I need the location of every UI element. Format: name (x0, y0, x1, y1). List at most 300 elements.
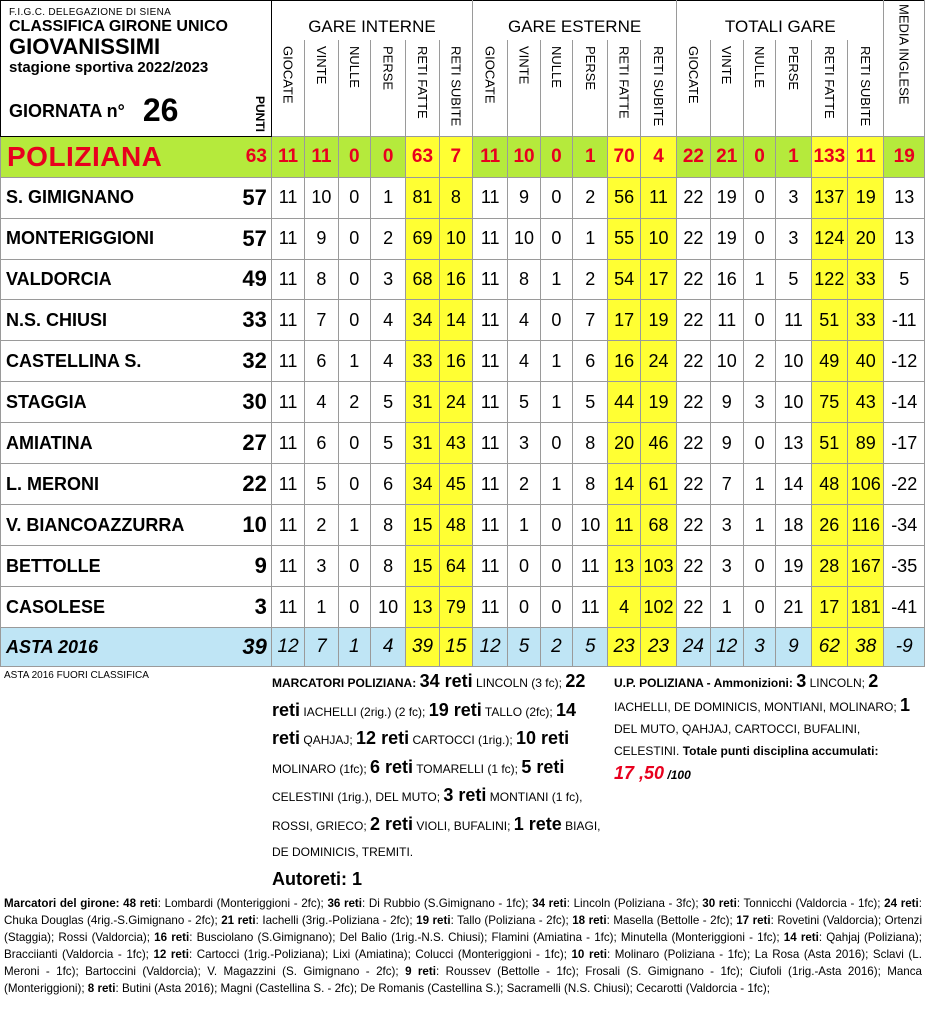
total-stat-cell: 21 (710, 136, 743, 177)
total-stat-cell: 38 (848, 628, 884, 667)
external-stat-cell: 19 (640, 300, 676, 341)
standings-row (1, 177, 925, 218)
internal-stat-cell: 15 (439, 628, 472, 667)
internal-stat-cell: 7 (305, 300, 338, 341)
internal-stat-cell: 79 (439, 587, 472, 628)
internal-stat-cell: 1 (338, 628, 370, 667)
internal-stat-cell: 7 (305, 628, 338, 667)
team-points: 3 (230, 587, 271, 628)
internal-stat-cell: 10 (370, 587, 405, 628)
team-points: 27 (230, 423, 271, 464)
team-name: POLIZIANA (1, 136, 230, 177)
total-stat-cell: 12 (710, 628, 743, 667)
internal-stat-cell: 68 (406, 259, 439, 300)
media-inglese-cell: -35 (884, 546, 925, 587)
internal-stat-cell: 69 (406, 218, 439, 259)
girone-goal-count: 8 reti (87, 982, 116, 995)
internal-stat-cell: 16 (439, 259, 472, 300)
total-stat-cell: 10 (776, 341, 811, 382)
total-stat-cell: 11 (710, 300, 743, 341)
total-stat-cell: 22 (677, 259, 710, 300)
external-stat-cell: 11 (473, 505, 508, 546)
group-header-interne: GARE INTERNE (271, 1, 472, 41)
total-stat-cell: 33 (848, 300, 884, 341)
girone-goal-count: 16 reti (154, 931, 190, 944)
total-stat-cell: 181 (848, 587, 884, 628)
external-stat-cell: 11 (473, 382, 508, 423)
internal-stat-cell: 15 (406, 505, 439, 546)
internal-stat-cell: 11 (271, 505, 304, 546)
external-stat-cell: 17 (640, 259, 676, 300)
external-stat-cell: 16 (608, 341, 640, 382)
internal-stat-cell: 8 (370, 505, 405, 546)
media-inglese-cell: -11 (884, 300, 925, 341)
external-stat-cell: 4 (608, 587, 640, 628)
internal-stat-cell: 0 (338, 136, 370, 177)
stat-label: GIOCATE (685, 45, 701, 104)
external-stat-cell: 0 (540, 218, 572, 259)
internal-stat-cell: 0 (370, 136, 405, 177)
footnote: ASTA 2016 FUORI CLASSIFICA (4, 670, 149, 681)
stat-header (370, 40, 405, 136)
external-stat-cell: 4 (508, 341, 540, 382)
internal-stat-cell: 11 (271, 464, 304, 505)
total-stat-cell: 11 (776, 300, 811, 341)
girone-scorers: Busciolano (S.Gimignano); Del Balio (1rig.-N.S. Chiusi); Flamini (Amiatina - 1fc); Minutella (Monteriggioni - 1fc); (196, 931, 780, 944)
warning-count: 3 (796, 671, 807, 691)
total-stat-cell: 133 (811, 136, 847, 177)
external-stat-cell: 5 (573, 628, 608, 667)
disciplina-score: 17 ,50 (614, 763, 665, 783)
group-header-totali: TOTALI GARE (677, 1, 884, 41)
standings-row (1, 300, 925, 341)
stat-label: PERSE (380, 45, 396, 90)
stat-label: GIOCATE (280, 45, 296, 104)
external-stat-cell: 11 (473, 177, 508, 218)
scorer-names: CARTOCCI (1rig.); (412, 733, 513, 747)
goal-count: 22 reti (272, 671, 586, 720)
disciplina-poliziana (614, 670, 922, 786)
girone-scorers: Lombardi (Monteriggioni - 2fc); (164, 897, 324, 910)
total-stat-cell: 0 (743, 300, 775, 341)
external-stat-cell: 0 (540, 546, 572, 587)
stat-header (473, 40, 508, 136)
internal-stat-cell: 11 (271, 423, 304, 464)
stat-header (338, 40, 370, 136)
marcatori-poliziana (272, 668, 602, 894)
internal-stat-cell: 0 (338, 177, 370, 218)
internal-stat-cell: 8 (305, 259, 338, 300)
media-inglese-cell: -34 (884, 505, 925, 546)
marcatori-title: MARCATORI POLIZIANA: (272, 676, 417, 690)
external-stat-cell: 24 (640, 341, 676, 382)
total-stat-cell: 3 (776, 177, 811, 218)
external-stat-cell: 70 (608, 136, 640, 177)
internal-stat-cell: 1 (338, 341, 370, 382)
total-stat-cell: 24 (677, 628, 710, 667)
internal-stat-cell: 5 (370, 423, 405, 464)
girone-scorers: Tallo (Poliziana - 2fc); (457, 914, 569, 927)
team-name: ASTA 2016 (1, 628, 230, 667)
external-stat-cell: 11 (473, 259, 508, 300)
internal-stat-cell: 15 (406, 546, 439, 587)
internal-stat-cell: 9 (305, 218, 338, 259)
goal-count: 5 reti (521, 756, 565, 777)
internal-stat-cell: 8 (370, 546, 405, 587)
warned-players: LINCOLN; (809, 676, 865, 690)
total-stat-cell: 89 (848, 423, 884, 464)
external-stat-cell: 55 (608, 218, 640, 259)
stat-header (640, 40, 676, 136)
goal-count: 3 reti (443, 785, 487, 805)
team-name: N.S. CHIUSI (1, 300, 230, 341)
scorer-names: IACHELLI (2rig.) (2 fc); (303, 704, 426, 719)
total-stat-cell: 0 (743, 587, 775, 628)
internal-stat-cell: 31 (406, 423, 439, 464)
team-points: 22 (230, 464, 271, 505)
total-stat-cell: 22 (677, 587, 710, 628)
total-stat-cell: 22 (677, 423, 710, 464)
team-points: 30 (230, 382, 271, 423)
internal-stat-cell: 0 (338, 300, 370, 341)
external-stat-cell: 0 (540, 300, 572, 341)
stat-label: NULLE (548, 45, 564, 88)
total-stat-cell: 22 (677, 382, 710, 423)
external-stat-cell: 8 (573, 464, 608, 505)
girone-goal-count: 18 reti (572, 914, 607, 927)
stat-header (573, 40, 608, 136)
total-stat-cell: 22 (677, 177, 710, 218)
girone-scorers: Lincoln (Poliziana - 3fc); (573, 897, 699, 910)
internal-stat-cell: 2 (370, 218, 405, 259)
marcatori-girone: Marcatori del girone: 48 reti: Lombardi (Monteriggioni - 2fc); 36 reti: Di Rubbio (S.Gimignano - 1fc); 34 reti: Lincoln (Poliziana - 3fc); 30 reti: Tonnicchi (Valdorcia - 1fc); 24 reti: Chuka Douglas (4rig.-S.Gimignano - 2fc); 21 reti: Iachelli (3rig.-Poliziana - 2fc); 19 reti: Tallo (Poliziana - 2fc); 18 reti: Masella (Bettolle - 2fc); 17 reti: Rovetini (Valdorcia); Ortenzi (Staggia); Rossi (Valdorcia); 16 reti: Busciolano (S.Gimignano); Del Balio (1rig.-N.S. Chiusi); Flamini (Amiatina - 1fc); Minutella (Monteriggioni - 1fc); 14 reti: Qahjaj (Poliziana); Bracciianti (Valdorcia - 1fc); 12 reti: Cartocci (1rig.-Poliziana); Lixi (Amiatina); Colucci (Monteriggioni - 1fc); 10 reti: Molinaro (Poliziana - 1fc); La Rosa (Asta 2016); Sclavi (L. Meroni - 1fc); Bartoccini (Valdorcia); V. Magazzini (S. Gimignano - 2fc); 9 reti: Roussev (Bettolle - 1fc); Frosali (S. Gimignano - 1fc); Ciufoli (1rig.-Asta 2016); Manca (Monteriggioni); 8 reti: Butini (Asta 2016); Magni (Castellina S. - 2fc); De Romanis (Castellina S.); Sacramelli (N.S. Chiusi); Cecarotti (Valdorcia - 1fc); (4, 897, 923, 995)
media-inglese-cell: -12 (884, 341, 925, 382)
external-stat-cell: 5 (573, 382, 608, 423)
girone-goal-count: 34 reti (532, 897, 567, 910)
stat-label: RETI FATTE (821, 45, 837, 119)
team-name: V. BIANCOAZZURRA (1, 505, 230, 546)
internal-stat-cell: 2 (338, 382, 370, 423)
total-stat-cell: 3 (743, 628, 775, 667)
external-stat-cell: 10 (508, 218, 540, 259)
external-stat-cell: 56 (608, 177, 640, 218)
total-stat-cell: 9 (710, 382, 743, 423)
external-stat-cell: 11 (473, 423, 508, 464)
scorer-names: MONTIANI (1 fc), ROSSI, GRIECO; (272, 790, 583, 833)
external-stat-cell: 20 (608, 423, 640, 464)
total-stat-cell: 40 (848, 341, 884, 382)
internal-stat-cell: 81 (406, 177, 439, 218)
total-stat-cell: 16 (710, 259, 743, 300)
stat-header (508, 40, 540, 136)
internal-stat-cell: 11 (271, 382, 304, 423)
season-label: stagione sportiva 2022/2023 (9, 59, 209, 76)
total-stat-cell: 26 (811, 505, 847, 546)
standings-row (1, 546, 925, 587)
standings-row (1, 382, 925, 423)
internal-stat-cell: 10 (305, 177, 338, 218)
girone-goal-count: 12 reti (153, 948, 189, 961)
stat-header (271, 40, 304, 136)
external-stat-cell: 4 (508, 300, 540, 341)
stat-label: RETI SUBITE (448, 45, 464, 127)
internal-stat-cell: 1 (305, 587, 338, 628)
total-stat-cell: 2 (743, 341, 775, 382)
internal-stat-cell: 10 (439, 218, 472, 259)
standings-row (1, 136, 925, 177)
team-points: 32 (230, 341, 271, 382)
internal-stat-cell: 6 (305, 341, 338, 382)
internal-stat-cell: 13 (406, 587, 439, 628)
girone-goal-count: 30 reti (702, 897, 737, 910)
stat-header (439, 40, 472, 136)
external-stat-cell: 10 (508, 136, 540, 177)
scorer-names: TOMARELLI (1 fc); (416, 761, 518, 776)
external-stat-cell: 14 (608, 464, 640, 505)
team-name: MONTERIGGIONI (1, 218, 230, 259)
internal-stat-cell: 31 (406, 382, 439, 423)
external-stat-cell: 8 (573, 423, 608, 464)
internal-stat-cell: 64 (439, 546, 472, 587)
internal-stat-cell: 11 (305, 136, 338, 177)
goal-count: 12 reti (356, 728, 410, 748)
standings-row (1, 628, 925, 667)
media-inglese-cell: 13 (884, 218, 925, 259)
girone-scorers: Chuka Douglas (4rig.-S.Gimignano - 2fc); (4, 914, 218, 927)
disciplina-denominator: /100 (667, 768, 691, 782)
internal-stat-cell: 6 (305, 423, 338, 464)
disciplina-title: U.P. POLIZIANA - Ammonizioni: (614, 676, 793, 690)
external-stat-cell: 2 (573, 259, 608, 300)
girone-goal-count: 48 reti (123, 897, 158, 910)
team-points: 63 (230, 136, 271, 177)
total-stat-cell: 19 (710, 218, 743, 259)
internal-stat-cell: 16 (439, 341, 472, 382)
stat-header (608, 40, 640, 136)
standings-row (1, 587, 925, 628)
classifica-label: CLASSIFICA GIRONE UNICO (9, 18, 228, 35)
external-stat-cell: 3 (508, 423, 540, 464)
media-inglese-cell: -9 (884, 628, 925, 667)
girone-scorers: Cartocci (1rig.-Poliziana); Lixi (Amiatina); Colucci (Monteriggioni - 1fc); (196, 948, 567, 961)
team-points: 49 (230, 259, 271, 300)
total-stat-cell: 0 (743, 218, 775, 259)
internal-stat-cell: 11 (271, 218, 304, 259)
total-stat-cell: 22 (677, 136, 710, 177)
girone-scorers: Molinaro (Poliziana - 1fc); La Rosa (Asta 2016); Sclavi (L. Meroni - 1fc); Bartoccini (Valdorcia); V. Magazzini (S. Gimignano - 2fc); (4, 948, 922, 978)
total-stat-cell: 167 (848, 546, 884, 587)
internal-stat-cell: 0 (338, 218, 370, 259)
stat-header (677, 40, 710, 136)
stat-header (811, 40, 847, 136)
internal-stat-cell: 45 (439, 464, 472, 505)
internal-stat-cell: 0 (338, 546, 370, 587)
team-name: STAGGIA (1, 382, 230, 423)
external-stat-cell: 2 (508, 464, 540, 505)
total-stat-cell: 11 (848, 136, 884, 177)
giornata-number: 26 (142, 92, 179, 128)
internal-stat-cell: 48 (439, 505, 472, 546)
internal-stat-cell: 4 (370, 628, 405, 667)
total-stat-cell: 51 (811, 300, 847, 341)
girone-title: Marcatori del girone: (4, 897, 120, 910)
internal-stat-cell: 3 (370, 259, 405, 300)
total-stat-cell: 10 (776, 382, 811, 423)
internal-stat-cell: 34 (406, 464, 439, 505)
internal-stat-cell: 63 (406, 136, 439, 177)
external-stat-cell: 8 (508, 259, 540, 300)
total-stat-cell: 122 (811, 259, 847, 300)
external-stat-cell: 1 (540, 382, 572, 423)
external-stat-cell: 1 (573, 218, 608, 259)
internal-stat-cell: 12 (271, 628, 304, 667)
girone-scorers: Tonnicchi (Valdorcia - 1fc); (743, 897, 881, 910)
external-stat-cell: 1 (540, 259, 572, 300)
internal-stat-cell: 7 (439, 136, 472, 177)
external-stat-cell: 11 (473, 300, 508, 341)
external-stat-cell: 2 (573, 177, 608, 218)
internal-stat-cell: 39 (406, 628, 439, 667)
goal-count: 6 reti (370, 756, 414, 777)
total-stat-cell: 124 (811, 218, 847, 259)
stat-label: NULLE (346, 45, 362, 88)
external-stat-cell: 2 (540, 628, 572, 667)
header-info (1, 1, 272, 137)
total-stat-cell: 1 (743, 464, 775, 505)
standings-row (1, 464, 925, 505)
girone-scorers: Iachelli (3rig.-Poliziana - 2fc); (262, 914, 413, 927)
external-stat-cell: 5 (508, 382, 540, 423)
media-inglese-cell: 19 (884, 136, 925, 177)
external-stat-cell: 0 (508, 546, 540, 587)
total-stat-cell: 14 (776, 464, 811, 505)
external-stat-cell: 1 (540, 341, 572, 382)
total-stat-cell: 33 (848, 259, 884, 300)
total-stat-cell: 1 (710, 587, 743, 628)
internal-stat-cell: 1 (370, 177, 405, 218)
girone-goal-count: 24 reti (884, 897, 919, 910)
external-stat-cell: 0 (540, 423, 572, 464)
girone-goal-count: 19 reti (416, 914, 451, 927)
total-stat-cell: 0 (743, 423, 775, 464)
media-label: MEDIA INGLESE (896, 4, 912, 105)
stat-label: VINTE (313, 45, 329, 85)
girone-goal-count: 21 reti (221, 914, 256, 927)
goal-count: 1 rete (513, 813, 562, 834)
stat-label: RETI SUBITE (858, 45, 874, 127)
internal-stat-cell: 33 (406, 341, 439, 382)
stat-header (776, 40, 811, 136)
internal-stat-cell: 11 (271, 136, 304, 177)
total-stat-cell: 3 (743, 382, 775, 423)
internal-stat-cell: 8 (439, 177, 472, 218)
external-stat-cell: 0 (508, 587, 540, 628)
team-name: L. MERONI (1, 464, 230, 505)
total-stat-cell: 20 (848, 218, 884, 259)
external-stat-cell: 23 (608, 628, 640, 667)
team-name: AMIATINA (1, 423, 230, 464)
total-stat-cell: 3 (710, 546, 743, 587)
total-stat-cell: 1 (743, 505, 775, 546)
stat-label: VINTE (516, 45, 532, 85)
total-stat-cell: 137 (811, 177, 847, 218)
punti-label: PUNTI (252, 95, 267, 132)
total-stat-cell: 106 (848, 464, 884, 505)
warning-count: 1 (900, 695, 911, 715)
team-name: VALDORCIA (1, 259, 230, 300)
internal-stat-cell: 34 (406, 300, 439, 341)
internal-stat-cell: 11 (271, 587, 304, 628)
external-stat-cell: 9 (508, 177, 540, 218)
total-stat-cell: 22 (677, 300, 710, 341)
media-inglese-cell: 5 (884, 259, 925, 300)
media-inglese-cell: -14 (884, 382, 925, 423)
goal-count: 34 reti (419, 671, 473, 691)
external-stat-cell: 19 (640, 382, 676, 423)
standings-row (1, 259, 925, 300)
external-stat-cell: 6 (573, 341, 608, 382)
category-title: GIOVANISSIMI (9, 34, 161, 59)
giornata-label: GIORNATA n° (9, 101, 125, 121)
external-stat-cell: 44 (608, 382, 640, 423)
external-stat-cell: 4 (640, 136, 676, 177)
team-name: CASOLESE (1, 587, 230, 628)
team-name: BETTOLLE (1, 546, 230, 587)
internal-stat-cell: 0 (338, 259, 370, 300)
external-stat-cell: 103 (640, 546, 676, 587)
stat-header (848, 40, 884, 136)
external-stat-cell: 102 (640, 587, 676, 628)
total-stat-cell: 22 (677, 341, 710, 382)
stat-header (540, 40, 572, 136)
total-stat-cell: 10 (710, 341, 743, 382)
total-stat-cell: 18 (776, 505, 811, 546)
stat-label: NULLE (752, 45, 768, 88)
standings-row (1, 218, 925, 259)
external-stat-cell: 17 (608, 300, 640, 341)
external-stat-cell: 11 (573, 546, 608, 587)
external-stat-cell: 1 (573, 136, 608, 177)
scorer-names: VIOLI, BUFALINI; (416, 818, 511, 833)
stat-label: PERSE (785, 45, 801, 90)
scorer-names: QAHJAJ; (303, 733, 353, 747)
total-stat-cell: 21 (776, 587, 811, 628)
standings-row (1, 341, 925, 382)
total-stat-cell: 7 (710, 464, 743, 505)
external-stat-cell: 54 (608, 259, 640, 300)
scorer-names: CELESTINI (1rig.), DEL MUTO; (272, 790, 441, 804)
internal-stat-cell: 0 (338, 587, 370, 628)
total-stat-cell: 22 (677, 218, 710, 259)
girone-goal-count: 14 reti (783, 931, 819, 944)
external-stat-cell: 13 (608, 546, 640, 587)
girone-goal-count: 17 reti (736, 914, 771, 927)
external-stat-cell: 1 (540, 464, 572, 505)
stat-label: GIOCATE (482, 45, 498, 104)
total-stat-cell: 22 (677, 505, 710, 546)
internal-stat-cell: 0 (338, 464, 370, 505)
external-stat-cell: 11 (573, 587, 608, 628)
stat-label: RETI FATTE (414, 45, 430, 119)
team-points: 57 (230, 177, 271, 218)
total-stat-cell: 9 (710, 423, 743, 464)
team-name: S. GIMIGNANO (1, 177, 230, 218)
disciplina-total-label: Totale punti disciplina accumulati: (682, 744, 879, 758)
stat-header (406, 40, 439, 136)
goal-count: 14 reti (272, 699, 577, 748)
team-points: 57 (230, 218, 271, 259)
internal-stat-cell: 11 (271, 341, 304, 382)
